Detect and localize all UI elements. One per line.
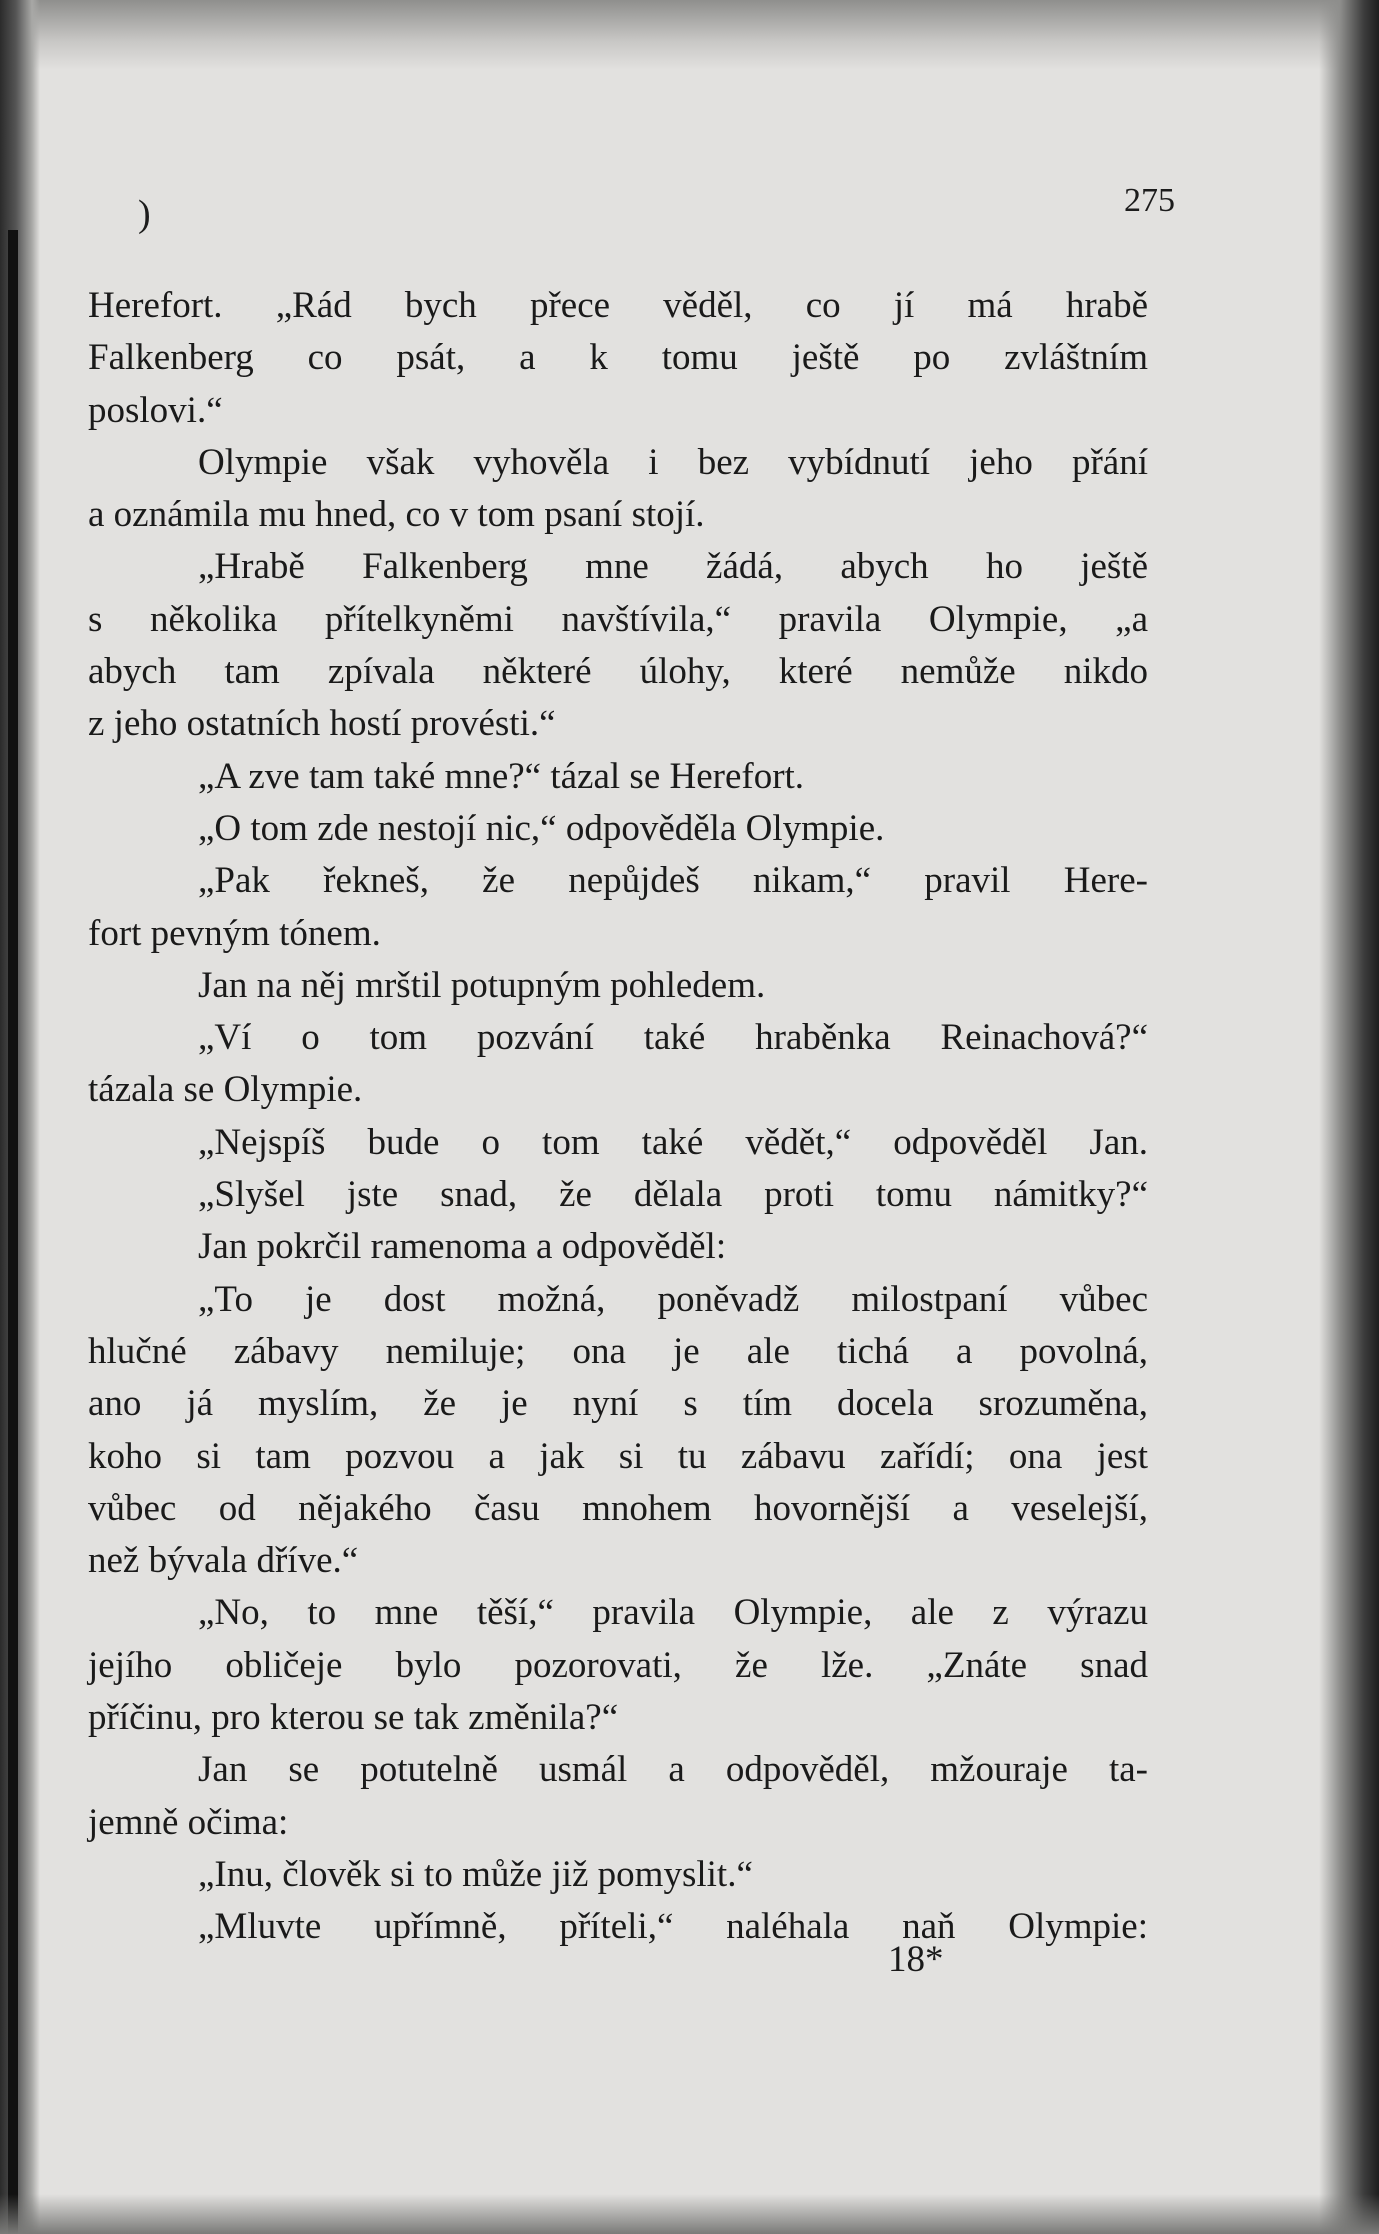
page-number: 275	[1124, 182, 1175, 219]
text-line: Herefort. „Rád bych přece věděl, co jí má hrabě	[88, 285, 1148, 326]
page-left-shadow	[0, 0, 40, 2234]
text-line: jemně očima:	[88, 1801, 289, 1843]
text-line: vůbec od nějakého času mnohem hovornější a veselejší,	[88, 1487, 1148, 1529]
binding-edge	[8, 230, 18, 2234]
text-line: poslovi.“	[88, 389, 223, 431]
text-line: „Mluvte upřímně, příteli,“ naléhala naň Olympie:	[198, 1906, 1148, 1948]
margin-mark: )	[138, 193, 151, 235]
text-line: „Ví o tom pozvání také hraběnka Reinachová?“	[198, 1017, 1148, 1059]
text-line: ano já myslím, že je nyní s tím docela srozuměna,	[88, 1383, 1148, 1425]
text-line: Falkenberg co psát, a k tomu ještě po zvláštním	[88, 337, 1148, 379]
signature-mark: 18*	[888, 1939, 944, 1980]
text-line: s několika přítelkyněmi navštívila,“ pravila Olympie, „a	[88, 598, 1148, 640]
text-line: Jan na něj mrštil potupným pohledem.	[198, 964, 766, 1006]
text-line: „O tom zde nestojí nic,“ odpověděla Olympie.	[198, 807, 885, 849]
text-line: „A zve tam také mne?“ tázal se Herefort.	[198, 755, 805, 797]
text-line: abych tam zpívala některé úlohy, které nemůže nikdo	[88, 651, 1148, 693]
text-line: hlučné zábavy nemiluje; ona je ale tichá a povolná,	[88, 1330, 1148, 1372]
text-line: tázala se Olympie.	[88, 1069, 363, 1111]
text-line: z jeho ostatních hostí provésti.“	[88, 703, 556, 745]
text-line: „Inu, člověk si to může již pomyslit.“	[198, 1853, 753, 1895]
text-line: Olympie však vyhověla i bez vybídnutí jeho přání	[198, 441, 1148, 483]
text-line: a oznámila mu hned, co v tom psaní stojí.	[88, 494, 705, 536]
text-line: „Hrabě Falkenberg mne žádá, abych ho ještě	[198, 546, 1148, 588]
text-line: koho si tam pozvou a jak si tu zábavu zařídí; ona jest	[88, 1435, 1148, 1477]
text-line: „Slyšel jste snad, že dělala proti tomu námitky?“	[198, 1174, 1148, 1216]
text-line: „To je dost možná, poněvadž milostpaní vůbec	[198, 1278, 1148, 1320]
text-line: Jan pokrčil ramenoma a odpověděl:	[198, 1226, 727, 1268]
text-line: jejího obličeje bylo pozorovati, že lže. „Znáte snad	[88, 1644, 1148, 1686]
text-line: „Pak řekneš, že nepůjdeš nikam,“ pravil Here-	[198, 860, 1148, 902]
text-line: „Nejspíš bude o tom také vědět,“ odpověděl Jan.	[198, 1121, 1148, 1163]
text-line: příčinu, pro kterou se tak změnila?“	[88, 1697, 619, 1739]
page-right-shadow	[1319, 0, 1379, 2234]
page-bottom-shadow	[0, 2194, 1379, 2234]
text-line: než bývala dříve.“	[88, 1540, 359, 1582]
page-top-shadow	[0, 0, 1379, 70]
body-text	[88, 280, 1148, 1954]
text-line: „No, to mne těší,“ pravila Olympie, ale z výrazu	[198, 1592, 1148, 1634]
text-line: fort pevným tónem.	[88, 912, 381, 954]
text-line: Jan se potutelně usmál a odpověděl, mžouraje ta-	[198, 1749, 1148, 1791]
